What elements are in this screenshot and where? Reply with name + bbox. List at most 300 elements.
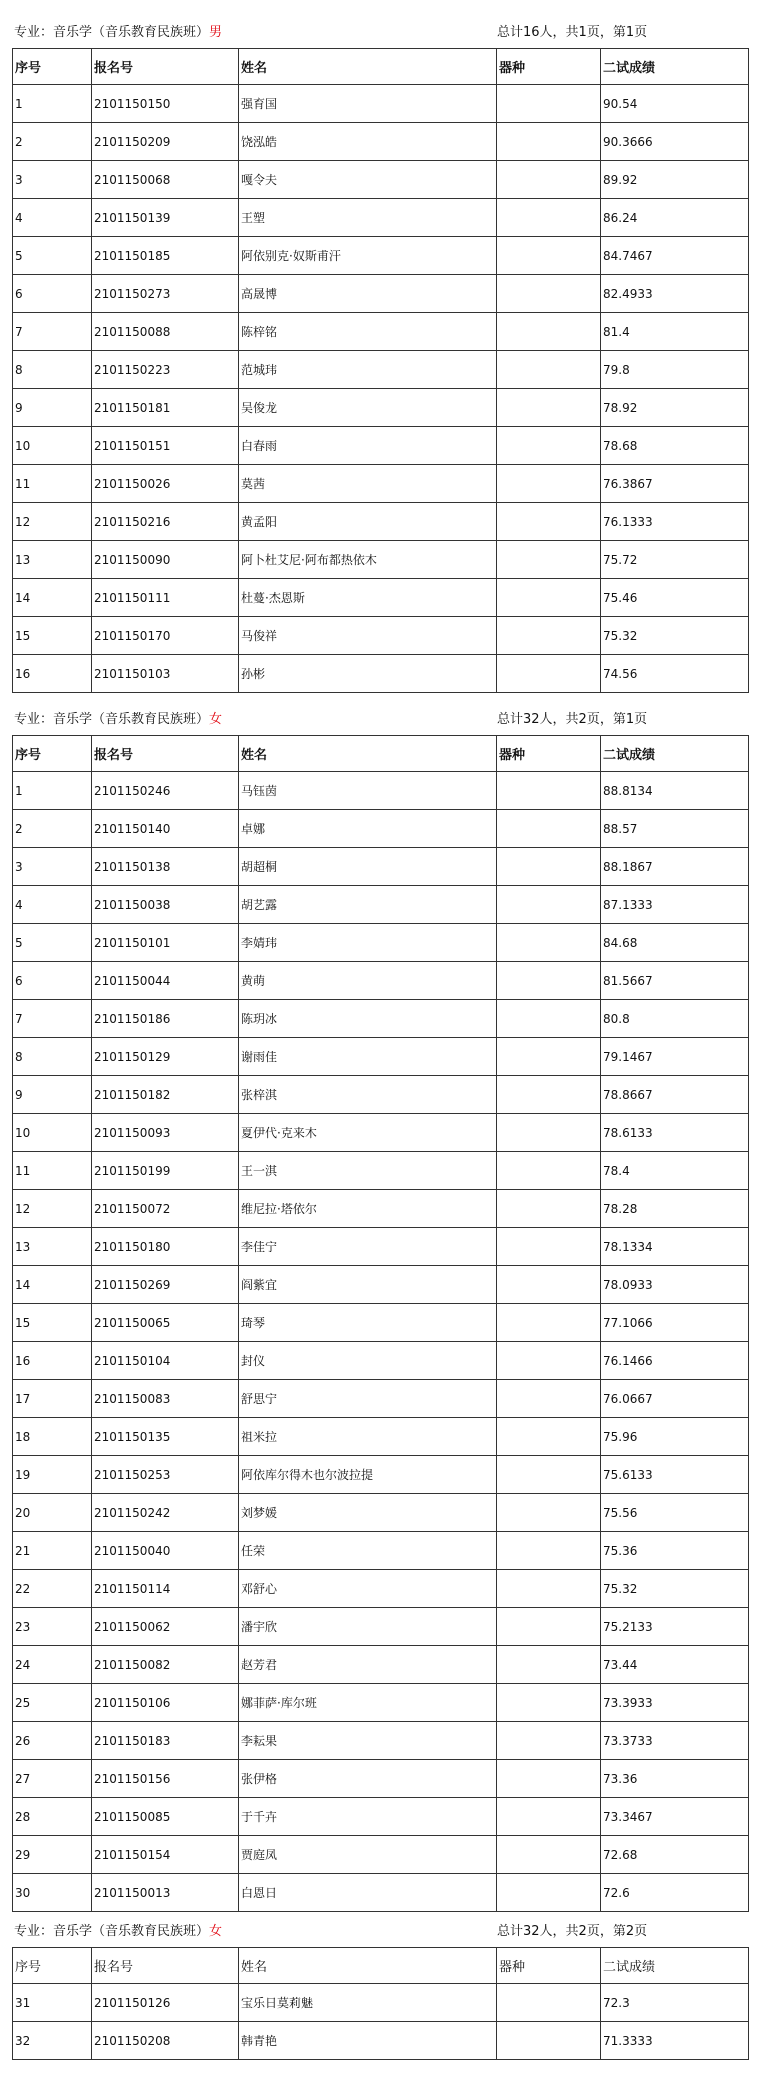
instrument-cell (497, 237, 601, 275)
table-row (13, 1456, 749, 1494)
section-header-female-page2 (12, 1917, 747, 1947)
name-cell: 莫茜 (239, 465, 497, 503)
reg-no-cell: 2101150044 (92, 962, 239, 1000)
instrument-cell (497, 1984, 601, 2022)
score-cell: 74.56 (601, 655, 749, 693)
reg-no-cell: 2101150138 (92, 848, 239, 886)
table-row (13, 1532, 749, 1570)
name-cell: 黄孟阳 (239, 503, 497, 541)
reg-no-cell: 2101150088 (92, 313, 239, 351)
reg-no-cell: 2101150156 (92, 1760, 239, 1798)
reg-no-cell: 2101150140 (92, 810, 239, 848)
instrument-cell (497, 503, 601, 541)
table-row (13, 1342, 749, 1380)
name-cell: 吴俊龙 (239, 389, 497, 427)
name-cell: 舒思宁 (239, 1380, 497, 1418)
score-cell: 87.1333 (601, 886, 749, 924)
reg-no-cell: 2101150085 (92, 1798, 239, 1836)
column-header-name: 姓名 (239, 1948, 497, 1984)
reg-no-cell: 2101150101 (92, 924, 239, 962)
seq-cell: 19 (13, 1456, 92, 1494)
name-cell: 谢雨佳 (239, 1038, 497, 1076)
table-row (13, 1114, 749, 1152)
name-cell: 刘梦媛 (239, 1494, 497, 1532)
column-header-reg-no: 报名号 (92, 49, 239, 85)
column-header-name: 姓名 (239, 49, 497, 85)
score-cell: 76.1333 (601, 503, 749, 541)
seq-cell: 22 (13, 1570, 92, 1608)
table-row (13, 2022, 749, 2060)
table-row (13, 389, 749, 427)
table-row (13, 1570, 749, 1608)
table-row (13, 848, 749, 886)
instrument-cell (497, 427, 601, 465)
column-header-score: 二试成绩 (601, 736, 749, 772)
name-cell: 嘎令夫 (239, 161, 497, 199)
instrument-cell (497, 1456, 601, 1494)
reg-no-cell: 2101150242 (92, 1494, 239, 1532)
page-summary: 总计32人，共2页，第1页 (497, 712, 648, 727)
seq-cell: 11 (13, 1152, 92, 1190)
seq-cell: 5 (13, 237, 92, 275)
table-row (13, 1000, 749, 1038)
score-cell: 86.24 (601, 199, 749, 237)
score-cell: 84.68 (601, 924, 749, 962)
table-row (13, 199, 749, 237)
score-cell: 73.36 (601, 1760, 749, 1798)
reg-no-cell: 2101150246 (92, 772, 239, 810)
seq-cell: 13 (13, 541, 92, 579)
name-cell: 王塑 (239, 199, 497, 237)
reg-no-cell: 2101150090 (92, 541, 239, 579)
score-cell: 78.68 (601, 427, 749, 465)
table-row (13, 1418, 749, 1456)
seq-cell: 9 (13, 1076, 92, 1114)
instrument-cell (497, 465, 601, 503)
name-cell: 娜菲萨·库尔班 (239, 1684, 497, 1722)
table-header-row (13, 49, 749, 85)
instrument-cell (497, 1570, 601, 1608)
score-cell: 82.4933 (601, 275, 749, 313)
instrument-cell (497, 313, 601, 351)
table-row (13, 1722, 749, 1760)
instrument-cell (497, 810, 601, 848)
name-cell: 赵芳君 (239, 1646, 497, 1684)
reg-no-cell: 2101150253 (92, 1456, 239, 1494)
reg-no-cell: 2101150065 (92, 1304, 239, 1342)
score-cell: 78.92 (601, 389, 749, 427)
table-row (13, 1760, 749, 1798)
seq-cell: 8 (13, 351, 92, 389)
instrument-cell (497, 275, 601, 313)
table-row (13, 1380, 749, 1418)
table-row (13, 427, 749, 465)
column-header-seq: 序号 (13, 49, 92, 85)
score-cell: 89.92 (601, 161, 749, 199)
name-cell: 马俊祥 (239, 617, 497, 655)
table-row (13, 1684, 749, 1722)
score-cell: 78.8667 (601, 1076, 749, 1114)
instrument-cell (497, 655, 601, 693)
name-cell: 张伊格 (239, 1760, 497, 1798)
reg-no-cell: 2101150181 (92, 389, 239, 427)
table-row (13, 161, 749, 199)
name-cell: 卓娜 (239, 810, 497, 848)
score-cell: 75.32 (601, 1570, 749, 1608)
reg-no-cell: 2101150093 (92, 1114, 239, 1152)
score-cell: 78.1334 (601, 1228, 749, 1266)
table-row (13, 465, 749, 503)
table-row (13, 579, 749, 617)
table-row (13, 655, 749, 693)
instrument-cell (497, 579, 601, 617)
reg-no-cell: 2101150013 (92, 1874, 239, 1912)
score-cell: 78.28 (601, 1190, 749, 1228)
table-row (13, 924, 749, 962)
name-cell: 胡艺露 (239, 886, 497, 924)
instrument-cell (497, 85, 601, 123)
reg-no-cell: 2101150062 (92, 1608, 239, 1646)
name-cell: 白春雨 (239, 427, 497, 465)
reg-no-cell: 2101150038 (92, 886, 239, 924)
reg-no-cell: 2101150072 (92, 1190, 239, 1228)
instrument-cell (497, 1646, 601, 1684)
seq-cell: 10 (13, 1114, 92, 1152)
column-header-reg-no: 报名号 (92, 736, 239, 772)
score-table-female-page1 (12, 735, 749, 1912)
seq-cell: 8 (13, 1038, 92, 1076)
instrument-cell (497, 772, 601, 810)
instrument-cell (497, 541, 601, 579)
reg-no-cell: 2101150129 (92, 1038, 239, 1076)
table-row (13, 503, 749, 541)
score-cell: 75.36 (601, 1532, 749, 1570)
instrument-cell (497, 199, 601, 237)
reg-no-cell: 2101150139 (92, 199, 239, 237)
score-cell: 73.3933 (601, 1684, 749, 1722)
instrument-cell (497, 1494, 601, 1532)
instrument-cell (497, 1038, 601, 1076)
table-row (13, 886, 749, 924)
score-cell: 75.46 (601, 579, 749, 617)
table-row (13, 541, 749, 579)
table-row (13, 1798, 749, 1836)
score-cell: 88.1867 (601, 848, 749, 886)
seq-cell: 1 (13, 85, 92, 123)
seq-cell: 31 (13, 1984, 92, 2022)
instrument-cell (497, 2022, 601, 2060)
seq-cell: 16 (13, 1342, 92, 1380)
seq-cell: 14 (13, 1266, 92, 1304)
score-cell: 73.44 (601, 1646, 749, 1684)
reg-no-cell: 2101150150 (92, 85, 239, 123)
column-header-score: 二试成绩 (601, 49, 749, 85)
column-header-seq: 序号 (13, 736, 92, 772)
instrument-cell (497, 1608, 601, 1646)
name-cell: 陈玥冰 (239, 1000, 497, 1038)
table-row (13, 275, 749, 313)
name-cell: 黄萌 (239, 962, 497, 1000)
instrument-cell (497, 1798, 601, 1836)
instrument-cell (497, 886, 601, 924)
name-cell: 韩青艳 (239, 2022, 497, 2060)
major-label: 专业：音乐学（音乐教育民族班）女 (14, 712, 223, 727)
instrument-cell (497, 1266, 601, 1304)
column-header-name: 姓名 (239, 736, 497, 772)
score-cell: 81.4 (601, 313, 749, 351)
score-cell: 75.96 (601, 1418, 749, 1456)
score-cell: 75.2133 (601, 1608, 749, 1646)
score-cell: 78.0933 (601, 1266, 749, 1304)
seq-cell: 10 (13, 427, 92, 465)
score-cell: 72.68 (601, 1836, 749, 1874)
instrument-cell (497, 351, 601, 389)
instrument-cell (497, 1342, 601, 1380)
seq-cell: 20 (13, 1494, 92, 1532)
table-row (13, 1646, 749, 1684)
table-row (13, 1494, 749, 1532)
reg-no-cell: 2101150040 (92, 1532, 239, 1570)
name-cell: 强育国 (239, 85, 497, 123)
instrument-cell (497, 1760, 601, 1798)
reg-no-cell: 2101150208 (92, 2022, 239, 2060)
name-cell: 封仪 (239, 1342, 497, 1380)
name-cell: 阎紫宜 (239, 1266, 497, 1304)
reg-no-cell: 2101150273 (92, 275, 239, 313)
table-row (13, 1608, 749, 1646)
score-cell: 75.72 (601, 541, 749, 579)
table-row (13, 313, 749, 351)
seq-cell: 15 (13, 1304, 92, 1342)
reg-no-cell: 2101150106 (92, 1684, 239, 1722)
instrument-cell (497, 962, 601, 1000)
table-row (13, 1874, 749, 1912)
name-cell: 范城玮 (239, 351, 497, 389)
instrument-cell (497, 617, 601, 655)
name-cell: 高晟博 (239, 275, 497, 313)
seq-cell: 6 (13, 962, 92, 1000)
name-cell: 宝乐日莫莉魅 (239, 1984, 497, 2022)
name-cell: 阿依别克·奴斯甫汗 (239, 237, 497, 275)
page-summary: 总计16人，共1页，第1页 (497, 25, 648, 40)
seq-cell: 3 (13, 848, 92, 886)
name-cell: 陈梓铭 (239, 313, 497, 351)
seq-cell: 23 (13, 1608, 92, 1646)
seq-cell: 7 (13, 313, 92, 351)
reg-no-cell: 2101150223 (92, 351, 239, 389)
instrument-cell (497, 1836, 601, 1874)
reg-no-cell: 2101150269 (92, 1266, 239, 1304)
table-row (13, 351, 749, 389)
table-row (13, 1984, 749, 2022)
name-cell: 阿卜杜艾尼·阿布都热依木 (239, 541, 497, 579)
reg-no-cell: 2101150135 (92, 1418, 239, 1456)
instrument-cell (497, 1874, 601, 1912)
name-cell: 琦琴 (239, 1304, 497, 1342)
seq-cell: 4 (13, 886, 92, 924)
name-cell: 胡超桐 (239, 848, 497, 886)
section-header-female-page1 (12, 705, 747, 735)
table-body (13, 85, 749, 693)
score-table-female-page2 (12, 1947, 749, 2060)
instrument-cell (497, 1076, 601, 1114)
reg-no-cell: 2101150209 (92, 123, 239, 161)
score-cell: 73.3733 (601, 1722, 749, 1760)
seq-cell: 21 (13, 1532, 92, 1570)
seq-cell: 5 (13, 924, 92, 962)
instrument-cell (497, 848, 601, 886)
column-header-instrument: 器种 (497, 736, 601, 772)
name-cell: 于千卉 (239, 1798, 497, 1836)
instrument-cell (497, 1418, 601, 1456)
name-cell: 王一淇 (239, 1152, 497, 1190)
table-header-row (13, 736, 749, 772)
seq-cell: 29 (13, 1836, 92, 1874)
seq-cell: 9 (13, 389, 92, 427)
seq-cell: 17 (13, 1380, 92, 1418)
name-cell: 任荣 (239, 1532, 497, 1570)
seq-cell: 7 (13, 1000, 92, 1038)
table-row (13, 1228, 749, 1266)
instrument-cell (497, 123, 601, 161)
seq-cell: 26 (13, 1722, 92, 1760)
score-cell: 81.5667 (601, 962, 749, 1000)
page-summary: 总计32人，共2页，第2页 (497, 1924, 648, 1939)
instrument-cell (497, 1000, 601, 1038)
reg-no-cell: 2101150111 (92, 579, 239, 617)
instrument-cell (497, 1190, 601, 1228)
table-row (13, 1038, 749, 1076)
name-cell: 李佳宁 (239, 1228, 497, 1266)
name-cell: 贾庭凤 (239, 1836, 497, 1874)
table-row (13, 1076, 749, 1114)
name-cell: 李耘果 (239, 1722, 497, 1760)
seq-cell: 2 (13, 810, 92, 848)
reg-no-cell: 2101150068 (92, 161, 239, 199)
major-label: 专业：音乐学（音乐教育民族班）男 (14, 25, 223, 40)
score-cell: 79.8 (601, 351, 749, 389)
reg-no-cell: 2101150180 (92, 1228, 239, 1266)
reg-no-cell: 2101150170 (92, 617, 239, 655)
instrument-cell (497, 1114, 601, 1152)
instrument-cell (497, 1532, 601, 1570)
seq-cell: 1 (13, 772, 92, 810)
score-cell: 76.1466 (601, 1342, 749, 1380)
instrument-cell (497, 1722, 601, 1760)
table-body (13, 772, 749, 1912)
column-header-reg-no: 报名号 (92, 1948, 239, 1984)
instrument-cell (497, 1684, 601, 1722)
name-cell: 潘宇欣 (239, 1608, 497, 1646)
name-cell: 张梓淇 (239, 1076, 497, 1114)
score-cell: 75.6133 (601, 1456, 749, 1494)
score-cell: 71.3333 (601, 2022, 749, 2060)
table-row (13, 617, 749, 655)
score-cell: 79.1467 (601, 1038, 749, 1076)
name-cell: 阿依库尔得木也尔波拉提 (239, 1456, 497, 1494)
seq-cell: 25 (13, 1684, 92, 1722)
seq-cell: 6 (13, 275, 92, 313)
seq-cell: 12 (13, 1190, 92, 1228)
name-cell: 维尼拉·塔依尔 (239, 1190, 497, 1228)
instrument-cell (497, 924, 601, 962)
score-cell: 84.7467 (601, 237, 749, 275)
table-row (13, 237, 749, 275)
table-row (13, 85, 749, 123)
gender-label: 男 (209, 25, 223, 40)
section-header-male (12, 18, 747, 48)
instrument-cell (497, 161, 601, 199)
reg-no-cell: 2101150151 (92, 427, 239, 465)
table-row (13, 810, 749, 848)
major-label: 专业：音乐学（音乐教育民族班）女 (14, 1924, 223, 1939)
reg-no-cell: 2101150216 (92, 503, 239, 541)
reg-no-cell: 2101150182 (92, 1076, 239, 1114)
reg-no-cell: 2101150083 (92, 1380, 239, 1418)
column-header-instrument: 器种 (497, 1948, 601, 1984)
table-body (13, 1984, 749, 2060)
instrument-cell (497, 1380, 601, 1418)
seq-cell: 4 (13, 199, 92, 237)
score-cell: 90.54 (601, 85, 749, 123)
seq-cell: 2 (13, 123, 92, 161)
seq-cell: 24 (13, 1646, 92, 1684)
seq-cell: 14 (13, 579, 92, 617)
column-header-score: 二试成绩 (601, 1948, 749, 1984)
seq-cell: 28 (13, 1798, 92, 1836)
table-row (13, 962, 749, 1000)
score-cell: 78.6133 (601, 1114, 749, 1152)
reg-no-cell: 2101150103 (92, 655, 239, 693)
name-cell: 祖米拉 (239, 1418, 497, 1456)
seq-cell: 18 (13, 1418, 92, 1456)
name-cell: 马钰茵 (239, 772, 497, 810)
name-cell: 邓舒心 (239, 1570, 497, 1608)
score-cell: 78.4 (601, 1152, 749, 1190)
column-header-instrument: 器种 (497, 49, 601, 85)
name-cell: 李婧玮 (239, 924, 497, 962)
seq-cell: 27 (13, 1760, 92, 1798)
score-cell: 72.6 (601, 1874, 749, 1912)
score-cell: 88.8134 (601, 772, 749, 810)
reg-no-cell: 2101150154 (92, 1836, 239, 1874)
reg-no-cell: 2101150026 (92, 465, 239, 503)
score-cell: 75.32 (601, 617, 749, 655)
table-row (13, 1304, 749, 1342)
reg-no-cell: 2101150199 (92, 1152, 239, 1190)
table-row (13, 1836, 749, 1874)
score-cell: 88.57 (601, 810, 749, 848)
gender-label: 女 (209, 712, 223, 727)
gender-label: 女 (209, 1924, 223, 1939)
score-cell: 73.3467 (601, 1798, 749, 1836)
score-table-male (12, 48, 749, 693)
score-cell: 76.0667 (601, 1380, 749, 1418)
seq-cell: 32 (13, 2022, 92, 2060)
seq-cell: 11 (13, 465, 92, 503)
score-cell: 80.8 (601, 1000, 749, 1038)
reg-no-cell: 2101150104 (92, 1342, 239, 1380)
seq-cell: 30 (13, 1874, 92, 1912)
seq-cell: 15 (13, 617, 92, 655)
instrument-cell (497, 1304, 601, 1342)
seq-cell: 12 (13, 503, 92, 541)
seq-cell: 3 (13, 161, 92, 199)
score-cell: 77.1066 (601, 1304, 749, 1342)
name-cell: 孙彬 (239, 655, 497, 693)
name-cell: 白恩日 (239, 1874, 497, 1912)
column-header-seq: 序号 (13, 1948, 92, 1984)
